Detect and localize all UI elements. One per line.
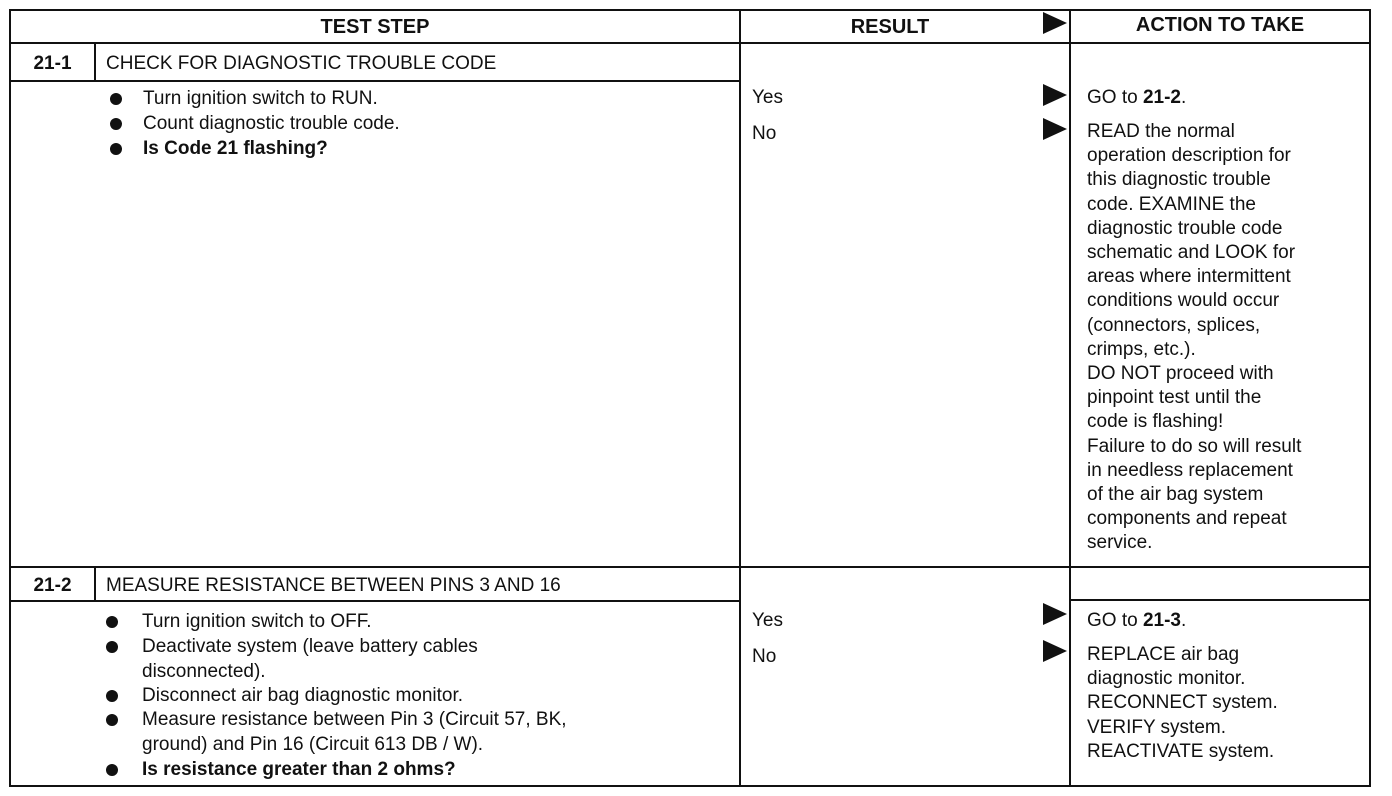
header-action: ACTION TO TAKE: [1135, 14, 1305, 36]
action-line: diagnostic trouble code: [1087, 217, 1283, 239]
action-prefix: GO to: [1087, 610, 1143, 631]
step1-number: 21-1: [33, 53, 72, 74]
step2-bullet-2b: disconnected).: [142, 661, 266, 682]
action-line: pinpoint test until the: [1087, 387, 1262, 409]
step-divider: [9, 566, 1371, 568]
step1-result-no: No: [752, 123, 777, 144]
action-line: this diagnostic trouble: [1087, 169, 1271, 191]
step1-title-underline: [9, 80, 740, 82]
step2-bullet-5: Is resistance greater than 2 ohms?: [142, 759, 456, 780]
step2-bullet-4a: Measure resistance between Pin 3 (Circuit 57, BK,: [142, 709, 567, 730]
action-suffix: .: [1181, 87, 1187, 108]
step2-yes-action: [1087, 609, 1186, 633]
action-line: DO NOT proceed with: [1087, 363, 1274, 385]
step2-result-yes: Yes: [752, 610, 783, 631]
action-line: diagnostic monitor.: [1087, 668, 1246, 690]
header-arrow-icon: [1043, 12, 1067, 34]
bullet-icon: [106, 690, 118, 702]
action-step-ref: 21-3: [1142, 610, 1181, 631]
step2-number: 21-2: [33, 575, 72, 596]
action-line: REPLACE air bag: [1087, 644, 1240, 665]
action-step-ref: 21-2: [1142, 87, 1181, 108]
action-line: RECONNECT system.: [1087, 692, 1278, 714]
step2-title: MEASURE RESISTANCE BETWEEN PINS 3 AND 16: [106, 575, 561, 596]
step1-result-yes: Yes: [752, 87, 783, 108]
action-line: operation description for: [1087, 145, 1291, 167]
header-result: RESULT: [850, 16, 930, 38]
action-line: READ the normal: [1087, 121, 1235, 142]
action-suffix: .: [1181, 610, 1187, 631]
bullet-icon: [106, 714, 118, 726]
action-line: VERIFY system.: [1087, 716, 1227, 738]
bullet-icon: [110, 118, 122, 130]
step1-yes-action: [1087, 86, 1186, 110]
step2-no-action: [1087, 643, 1372, 764]
action-line: schematic and LOOK for: [1087, 242, 1296, 264]
action-line: code is flashing!: [1087, 411, 1224, 433]
action-line: crimps, etc.).: [1087, 338, 1196, 360]
step1-number-divider: [94, 43, 96, 81]
action-line: Failure to do so will result: [1087, 435, 1302, 457]
bullet-icon: [106, 616, 118, 628]
column-divider-action: [1069, 9, 1071, 787]
action-line: in needless replacement: [1087, 459, 1293, 481]
action-line: code. EXAMINE the: [1087, 193, 1256, 215]
step2-yes-arrow-icon: [1043, 603, 1067, 625]
header-test-step: TEST STEP: [320, 16, 430, 38]
table-border-bottom: [9, 785, 1371, 787]
action-line: REACTIVATE system.: [1087, 740, 1275, 762]
step2-bullet-1: Turn ignition switch to OFF.: [142, 611, 372, 632]
action-line: conditions would occur: [1087, 290, 1280, 312]
step2-bullet-2a: Deactivate system (leave battery cables: [142, 636, 478, 657]
step1-bullet-3: Is Code 21 flashing?: [143, 138, 328, 159]
step1-yes-arrow-icon: [1043, 84, 1067, 106]
step1-no-arrow-icon: [1043, 118, 1067, 140]
action-line: (connectors, splices,: [1087, 314, 1261, 336]
action-line: service.: [1087, 532, 1153, 554]
step1-bullet-2: Count diagnostic trouble code.: [143, 113, 400, 134]
header-divider: [9, 42, 1371, 44]
bullet-icon: [110, 143, 122, 155]
column-divider-result: [739, 9, 741, 787]
table-border-left: [9, 9, 11, 787]
bullet-icon: [110, 93, 122, 105]
step1-bullet-1: Turn ignition switch to RUN.: [143, 88, 378, 109]
bullet-icon: [106, 641, 118, 653]
step1-title: CHECK FOR DIAGNOSTIC TROUBLE CODE: [106, 53, 497, 74]
action-line: areas where intermittent: [1087, 266, 1291, 288]
step2-number-divider: [94, 567, 96, 601]
step2-action-topline: [1069, 599, 1371, 601]
action-line: of the air bag system: [1087, 484, 1264, 506]
step2-no-arrow-icon: [1043, 640, 1067, 662]
action-prefix: GO to: [1087, 87, 1143, 108]
action-line: components and repeat: [1087, 508, 1287, 530]
step2-bullet-3: Disconnect air bag diagnostic monitor.: [142, 685, 464, 706]
step1-no-action: [1087, 120, 1372, 556]
table-border-top: [9, 9, 1371, 11]
step2-title-underline: [9, 600, 740, 602]
bullet-icon: [106, 764, 118, 776]
step2-result-no: No: [752, 646, 777, 667]
step2-bullet-4b: ground) and Pin 16 (Circuit 613 DB / W).: [142, 734, 484, 755]
